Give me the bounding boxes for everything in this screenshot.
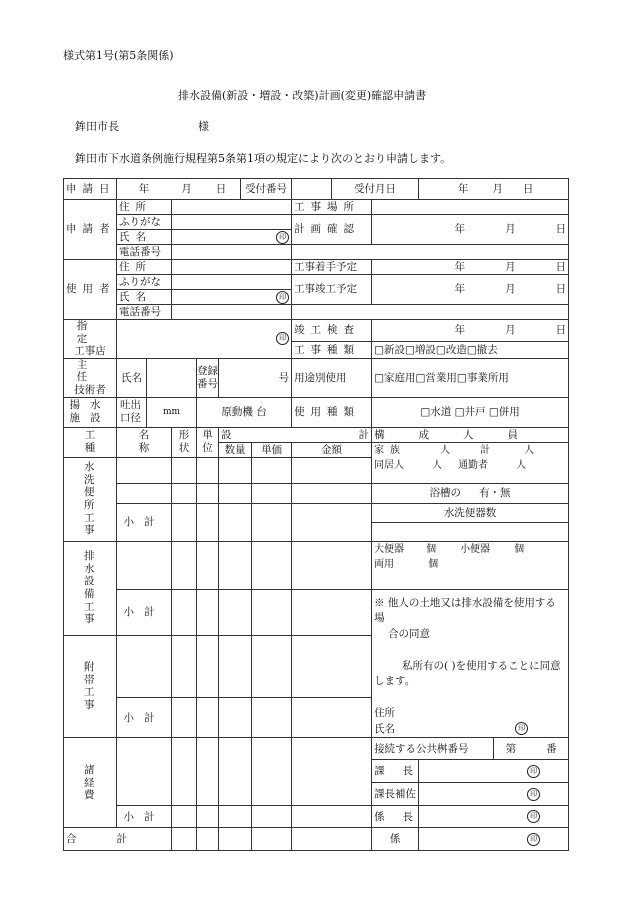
misc-subtotal-label: 小計 bbox=[117, 806, 172, 828]
applicant-name-field[interactable] bbox=[172, 230, 292, 245]
plan-confirm-date[interactable]: 年 月 日 bbox=[372, 215, 569, 245]
cost-cell[interactable] bbox=[219, 503, 252, 541]
intro-text: 鉾田市下水道条例施行規程第5条第1項の規定により次のとおり申請します。 bbox=[75, 152, 452, 165]
quantity-header: 数量 bbox=[219, 442, 252, 457]
cost-cell[interactable] bbox=[117, 541, 172, 589]
cost-cell[interactable] bbox=[172, 483, 197, 503]
item-column-header: 名 称 bbox=[117, 427, 172, 457]
chief-name-field[interactable] bbox=[147, 358, 197, 397]
work-end-date[interactable]: 年 月 日 bbox=[372, 275, 569, 305]
application-table bbox=[63, 178, 569, 851]
cost-cell[interactable] bbox=[292, 541, 372, 589]
registration-number-field[interactable]: 号 bbox=[219, 358, 292, 397]
land-use-consent[interactable]: ※ 他人の土地又は排水設備を使用する場 合の同意 私所有の( )を使用することに同意 します。 住所 氏名 印 bbox=[372, 589, 569, 738]
applicant-name-label: 氏名 bbox=[117, 230, 172, 245]
design-column-header: 設 計 bbox=[219, 427, 372, 442]
cost-cell[interactable] bbox=[117, 483, 172, 503]
cost-cell[interactable] bbox=[117, 635, 172, 698]
amount-header: 金額 bbox=[292, 442, 372, 457]
seal-icon: 印 bbox=[527, 833, 540, 846]
misc-expenses-label: 諸経費 bbox=[64, 738, 117, 828]
outlet-diameter-label: 吐出 口径 bbox=[117, 397, 147, 427]
cost-cell[interactable] bbox=[172, 589, 197, 635]
cost-cell[interactable] bbox=[252, 635, 292, 698]
applicant-blank bbox=[292, 245, 569, 260]
user-name-label: 氏名 bbox=[117, 290, 172, 305]
staff-seal[interactable] bbox=[419, 828, 569, 851]
outlet-diameter-field[interactable]: mm bbox=[147, 397, 197, 427]
seal-icon: 印 bbox=[515, 722, 528, 735]
cost-cell[interactable] bbox=[252, 828, 292, 851]
cost-cell[interactable] bbox=[219, 457, 252, 483]
work-type-options[interactable]: □新設□増設□改造□撤去 bbox=[372, 341, 569, 358]
user-address-field[interactable] bbox=[172, 260, 292, 275]
document-title: 排水設備(新設・増設・改築)計画(変更)確認申請書 bbox=[178, 89, 427, 102]
designated-contractor-label: 指定 工事店 bbox=[64, 320, 117, 359]
subsection-chief-label: 係長 bbox=[372, 806, 419, 828]
cost-cell[interactable] bbox=[197, 503, 219, 541]
cost-cell[interactable] bbox=[197, 589, 219, 635]
kind-column-header: 工 種 bbox=[64, 427, 117, 457]
applicant-address-label: 住所 bbox=[117, 200, 172, 215]
cost-cell[interactable] bbox=[252, 698, 292, 738]
cost-cell[interactable] bbox=[197, 457, 219, 483]
cost-cell[interactable] bbox=[172, 828, 197, 851]
public-basin-number[interactable]: 第 番 bbox=[494, 738, 569, 760]
seal-icon: 印 bbox=[276, 291, 289, 304]
user-blank bbox=[292, 305, 569, 320]
cost-cell[interactable] bbox=[292, 483, 372, 503]
cost-cell[interactable] bbox=[252, 541, 292, 589]
plan-confirm-label: 計画確認 bbox=[292, 215, 372, 245]
receipt-date-field[interactable]: 年 月 日 bbox=[419, 179, 569, 200]
work-type-label: 工事種類 bbox=[292, 341, 372, 358]
registration-number-label: 登録 番号 bbox=[197, 358, 219, 397]
cost-cell[interactable] bbox=[197, 483, 219, 503]
cost-cell[interactable] bbox=[252, 589, 292, 635]
cost-cell[interactable] bbox=[252, 503, 292, 541]
seal-icon: 印 bbox=[276, 332, 289, 345]
flush-fixture-count-label: 水洗便器数 bbox=[372, 504, 568, 523]
cost-cell[interactable] bbox=[172, 698, 197, 738]
cost-cell[interactable] bbox=[117, 738, 172, 806]
work-start-date[interactable]: 年 月 日 bbox=[372, 260, 569, 275]
composition-header: 構成人員 bbox=[372, 427, 569, 442]
drainage-works-label: 排水設備工事 bbox=[64, 541, 117, 635]
application-form bbox=[63, 178, 568, 851]
cost-cell[interactable] bbox=[292, 806, 372, 828]
cost-cell[interactable] bbox=[252, 806, 292, 828]
receipt-date-label: 受付月日 bbox=[332, 179, 419, 200]
seal-icon: 印 bbox=[527, 765, 540, 778]
user-name-field[interactable] bbox=[172, 290, 292, 305]
deputy-chief-seal[interactable] bbox=[419, 783, 569, 806]
cost-cell[interactable] bbox=[219, 635, 252, 698]
chief-engineer-label: 主任 技術者 bbox=[64, 358, 117, 397]
addressee: 鉾田市長 bbox=[75, 120, 119, 133]
deputy-chief-label: 課長補佐 bbox=[372, 783, 419, 806]
staff-label: 係 bbox=[372, 828, 419, 851]
use-purpose-options[interactable]: □家庭用□営業用□事業所用 bbox=[372, 358, 569, 397]
cost-cell[interactable] bbox=[292, 457, 372, 483]
use-by-purpose-label: 用途別使用 bbox=[292, 358, 372, 397]
completion-inspect-date[interactable]: 年 月 日 bbox=[372, 320, 569, 342]
cost-cell[interactable] bbox=[292, 589, 372, 635]
addressee-honorific: 様 bbox=[198, 120, 209, 133]
apply-date-label: 申請日 bbox=[64, 179, 117, 200]
pump-facility-label: 揚水 施設 bbox=[64, 397, 117, 427]
work-place-label: 工事場所 bbox=[292, 200, 372, 215]
shape-column-header: 形 状 bbox=[172, 427, 197, 457]
section-chief-seal[interactable] bbox=[419, 760, 569, 783]
flush-toilet-works-label: 水洗便所工事 bbox=[64, 457, 117, 541]
cost-cell[interactable] bbox=[292, 503, 372, 541]
applicant-phone-field[interactable] bbox=[172, 245, 292, 260]
cost-cell[interactable] bbox=[197, 828, 219, 851]
cost-cell[interactable] bbox=[219, 828, 252, 851]
user-furigana-field[interactable] bbox=[172, 275, 292, 290]
applicant-phone-label: 電話番号 bbox=[117, 245, 172, 260]
cost-cell[interactable] bbox=[252, 483, 292, 503]
form-number: 様式第1号(第5条関係) bbox=[63, 49, 174, 62]
work-end-label: 工事竣工予定 bbox=[292, 275, 372, 305]
motor-field[interactable]: 原動機 台 bbox=[197, 397, 292, 427]
seal-icon: 印 bbox=[527, 788, 540, 801]
applicant-furigana-label: ふりがな bbox=[117, 215, 172, 230]
cost-cell[interactable] bbox=[292, 635, 372, 698]
cost-cell[interactable] bbox=[172, 738, 197, 806]
flush-fixture-count[interactable] bbox=[372, 503, 569, 541]
cost-cell[interactable] bbox=[197, 806, 219, 828]
cost-cell[interactable] bbox=[172, 503, 197, 541]
cost-cell[interactable] bbox=[117, 457, 172, 483]
cost-cell[interactable] bbox=[219, 483, 252, 503]
toilet-counts[interactable]: 大便器 個 小便器 個 両用 個 bbox=[372, 541, 569, 589]
cost-cell[interactable] bbox=[219, 738, 252, 806]
receipt-no-label: 受付番号 bbox=[241, 179, 292, 200]
cost-cell[interactable] bbox=[252, 457, 292, 483]
ancillary-subtotal-label: 小計 bbox=[117, 698, 172, 738]
cost-cell[interactable] bbox=[292, 738, 372, 806]
user-label: 使用者 bbox=[64, 260, 117, 320]
water-source-options[interactable]: □水道 □井戸 □併用 bbox=[372, 397, 569, 427]
designated-contractor-field[interactable] bbox=[117, 320, 292, 359]
bath-field[interactable]: 浴槽の 有・無 bbox=[372, 483, 569, 503]
flush-subtotal-label: 小計 bbox=[117, 503, 172, 541]
apply-date-field[interactable]: 年 月 日 bbox=[117, 179, 241, 200]
applicant-furigana-field[interactable] bbox=[172, 215, 292, 230]
grand-total-label: 合計 bbox=[64, 828, 172, 851]
user-address-label: 住所 bbox=[117, 260, 172, 275]
cost-cell[interactable] bbox=[252, 738, 292, 806]
cost-cell[interactable] bbox=[292, 828, 372, 851]
use-type-label: 使用種類 bbox=[292, 397, 372, 427]
cost-cell[interactable] bbox=[219, 541, 252, 589]
cost-cell[interactable] bbox=[172, 541, 197, 589]
unit-price-header: 単価 bbox=[252, 442, 292, 457]
applicant-label: 申請者 bbox=[64, 200, 117, 260]
seal-icon: 印 bbox=[527, 810, 540, 823]
cost-cell[interactable] bbox=[197, 635, 219, 698]
completion-inspect-label: 竣工検査 bbox=[292, 320, 372, 342]
public-basin-label: 接続する公共桝番号 bbox=[372, 738, 494, 760]
work-place-field[interactable] bbox=[372, 200, 569, 215]
chief-name-label: 氏名 bbox=[117, 358, 147, 397]
seal-icon: 印 bbox=[276, 231, 289, 244]
drain-subtotal-label: 小計 bbox=[117, 589, 172, 635]
applicant-address-field[interactable] bbox=[172, 200, 292, 215]
cost-cell[interactable] bbox=[292, 698, 372, 738]
work-start-label: 工事着手予定 bbox=[292, 260, 372, 275]
user-phone-label: 電話番号 bbox=[117, 305, 172, 320]
cost-cell[interactable] bbox=[172, 806, 197, 828]
cost-cell[interactable] bbox=[172, 635, 197, 698]
user-furigana-label: ふりがな bbox=[117, 275, 172, 290]
cost-cell[interactable] bbox=[219, 806, 252, 828]
cost-cell[interactable] bbox=[219, 589, 252, 635]
cost-cell[interactable] bbox=[197, 738, 219, 806]
cost-cell[interactable] bbox=[219, 698, 252, 738]
user-phone-field[interactable] bbox=[172, 305, 292, 320]
household-composition[interactable]: 家族 人 計 人 同居人 人 通勤者 人 bbox=[372, 442, 569, 483]
receipt-no-field[interactable] bbox=[292, 179, 332, 200]
section-chief-label: 課長 bbox=[372, 760, 419, 783]
ancillary-works-label: 附帯工事 bbox=[64, 635, 117, 738]
unit-column-header: 単 位 bbox=[197, 427, 219, 457]
cost-cell[interactable] bbox=[172, 457, 197, 483]
cost-cell[interactable] bbox=[197, 698, 219, 738]
subsection-chief-seal[interactable] bbox=[419, 806, 569, 828]
cost-cell[interactable] bbox=[197, 541, 219, 589]
